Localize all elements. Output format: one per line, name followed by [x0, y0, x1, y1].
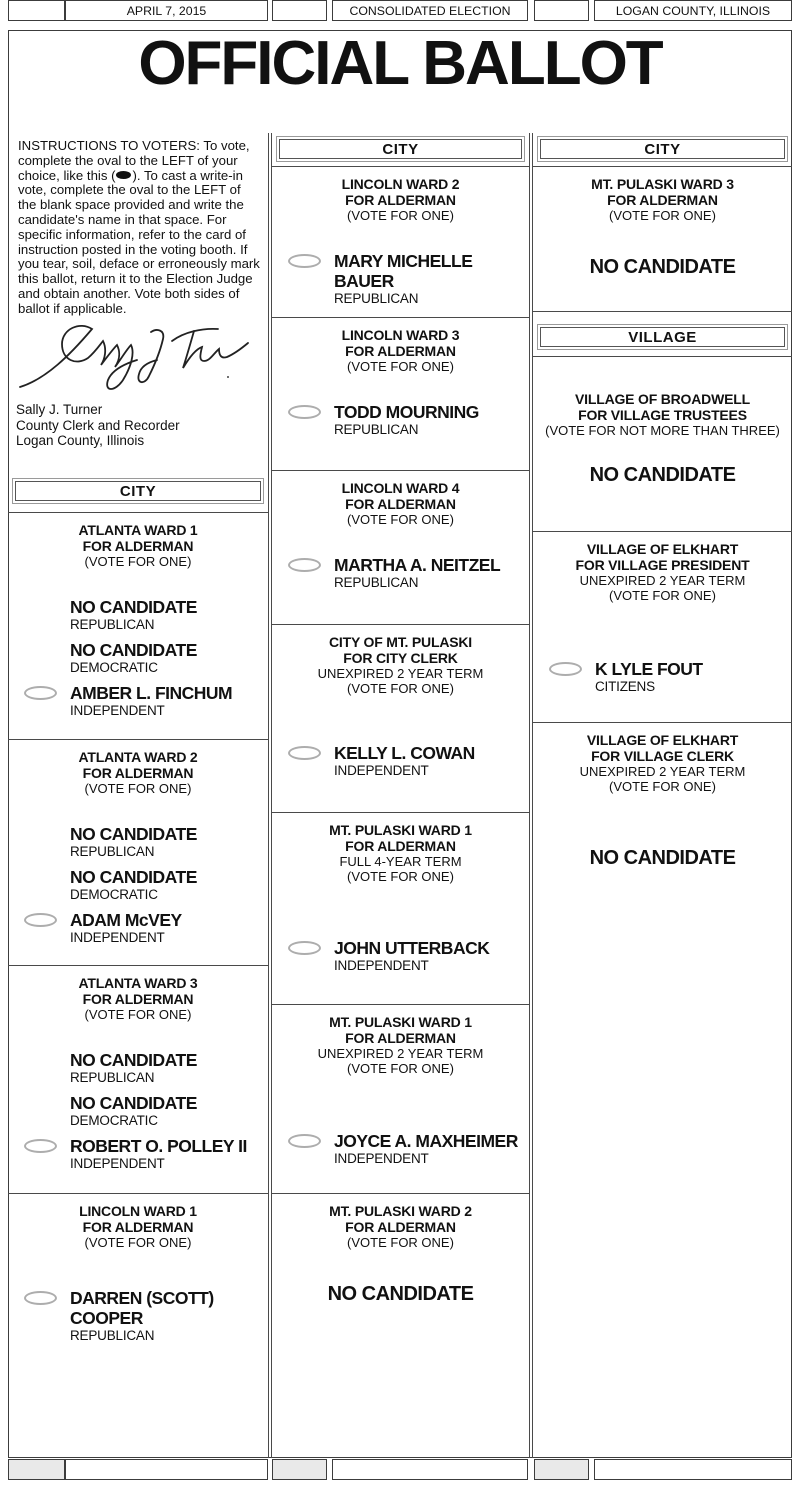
header-stub-box [8, 0, 65, 21]
race-title-line: ATLANTA WARD 3 [78, 975, 198, 991]
race-title-line: LINCOLN WARD 3 [341, 327, 460, 343]
race-entries [272, 1283, 529, 1306]
group-header-label: CITY [119, 482, 157, 500]
candidate-entry [533, 659, 792, 695]
candidate-name: MARTHA A. NEITZEL [334, 555, 501, 575]
candidate-party: REPUBLICAN [334, 291, 419, 306]
race-subtitle-line: UNEXPIRED 2 YEAR TERM [317, 1046, 484, 1061]
group-header-frame [540, 327, 785, 347]
race-header [8, 749, 268, 796]
candidate-name: NO CANDIDATE [70, 867, 197, 887]
candidate-party: DEMOCRATIC [70, 887, 158, 902]
vote-oval[interactable] [24, 913, 57, 927]
race-title-line: FOR VILLAGE TRUSTEES [578, 407, 747, 423]
header-stub-box [534, 0, 589, 21]
instructions-text-1: INSTRUCTIONS TO VOTERS: To vote, complete the oval to the LEFT of your choice, like this ( [18, 138, 250, 183]
candidate-entry [8, 1093, 268, 1129]
candidate-party: INDEPENDENT [334, 1151, 429, 1166]
race-title-line: VILLAGE OF ELKHART [586, 732, 739, 748]
race-header [533, 541, 792, 603]
vote-oval[interactable] [288, 405, 321, 419]
clerk-office: County Clerk and Recorder [16, 417, 180, 433]
race-subtitle-line: (VOTE FOR ONE) [347, 208, 454, 223]
clerk-location: Logan County, Illinois [16, 433, 145, 448]
race-title-line: ATLANTA WARD 1 [78, 522, 198, 538]
vote-oval[interactable] [288, 746, 321, 760]
candidate-name: AMBER L. FINCHUM [70, 683, 233, 703]
race-subtitle-line: (VOTE FOR ONE) [347, 681, 454, 696]
race-subtitle-line: (VOTE FOR ONE) [609, 779, 716, 794]
footer-stub-box [272, 1459, 327, 1480]
candidate-party: REPUBLICAN [70, 1070, 155, 1085]
race-entries [272, 743, 529, 779]
no-candidate-text: NO CANDIDATE [589, 256, 736, 278]
race-section [272, 624, 529, 812]
race-entries [533, 256, 792, 279]
race-section [272, 1193, 529, 1455]
race-header [533, 176, 792, 223]
race-header [8, 522, 268, 569]
vote-oval[interactable] [24, 1291, 57, 1305]
race-section [8, 965, 268, 1193]
ballot-date: APRIL 7, 2015 [126, 3, 207, 18]
race-section [533, 356, 792, 531]
race-header [272, 327, 529, 374]
race-subtitle-line: (VOTE FOR ONE) [347, 512, 454, 527]
race-title-line: FOR ALDERMAN [82, 765, 194, 781]
race-title-line: FOR ALDERMAN [345, 838, 456, 854]
race-title-line: FOR CITY CLERK [343, 650, 458, 666]
race-section [272, 317, 529, 470]
candidate-entry [272, 1131, 529, 1167]
column-left [8, 133, 269, 1458]
election-type-box [332, 0, 528, 21]
group-header-village [537, 324, 788, 350]
ballot-title: OFFICIAL BALLOT [138, 29, 662, 98]
race-entries [533, 659, 792, 695]
candidate-name: NO CANDIDATE [70, 1093, 197, 1113]
group-header-frame [15, 481, 261, 501]
race-title-line: FOR ALDERMAN [82, 991, 194, 1007]
candidate-entry [8, 867, 268, 903]
candidate-party: INDEPENDENT [70, 930, 165, 945]
header-stub-box [272, 0, 327, 21]
race-section [8, 739, 268, 965]
group-header-label: CITY [644, 140, 681, 158]
column-middle [271, 133, 530, 1458]
race-entries [8, 824, 268, 946]
candidate-entry [8, 640, 268, 676]
race-subtitle-line: (VOTE FOR ONE) [347, 869, 454, 884]
clerk-signature-image [16, 319, 254, 399]
candidate-entry [272, 402, 529, 438]
candidate-party: INDEPENDENT [70, 1156, 165, 1171]
race-entries [272, 938, 529, 974]
candidate-name: NO CANDIDATE [70, 597, 197, 617]
race-title-line: LINCOLN WARD 4 [341, 480, 460, 496]
race-entries [8, 1050, 268, 1172]
race-title-line: FOR ALDERMAN [345, 1219, 456, 1235]
candidate-party: INDEPENDENT [334, 763, 429, 778]
race-title-line: MT. PULASKI WARD 2 [329, 1203, 472, 1219]
candidate-name: MARY MICHELLE BAUER [334, 251, 473, 291]
race-title-line: CITY OF MT. PULASKI [329, 634, 472, 650]
candidate-entry [8, 597, 268, 633]
candidate-name: NO CANDIDATE [70, 1050, 197, 1070]
race-title-line: FOR ALDERMAN [345, 192, 456, 208]
candidate-entry [8, 824, 268, 860]
race-subtitle-line: (VOTE FOR NOT MORE THAN THREE) [545, 423, 780, 438]
group-header-city [276, 136, 525, 162]
candidate-name: KELLY L. COWAN [334, 743, 475, 763]
race-header [533, 732, 792, 794]
race-subtitle-line: FULL 4-YEAR TERM [339, 854, 462, 869]
race-header [272, 634, 529, 696]
race-section [8, 1193, 268, 1456]
vote-oval[interactable] [288, 254, 321, 268]
clerk-signature-block [16, 319, 264, 449]
race-title-line: FOR VILLAGE PRESIDENT [575, 557, 750, 573]
race-subtitle-line: (VOTE FOR ONE) [347, 359, 454, 374]
clerk-name: Sally J. Turner [16, 402, 103, 417]
race-section [533, 531, 792, 722]
race-section [272, 812, 529, 1004]
vote-oval[interactable] [288, 558, 321, 572]
footer-box [332, 1459, 528, 1480]
filled-oval-example-icon [116, 171, 131, 179]
race-title-line: MT. PULASKI WARD 1 [329, 1014, 472, 1030]
candidate-entry [272, 938, 529, 974]
candidate-party: INDEPENDENT [334, 958, 429, 973]
race-entries [533, 847, 792, 870]
candidate-party: CITIZENS [595, 679, 655, 694]
race-header [272, 1014, 529, 1076]
race-title-line: FOR ALDERMAN [345, 1030, 456, 1046]
vote-oval[interactable] [288, 1134, 321, 1148]
race-entries [272, 1131, 529, 1167]
candidate-entry [8, 1136, 268, 1172]
race-header [533, 391, 792, 438]
candidate-party: REPUBLICAN [70, 617, 155, 632]
race-entries [272, 555, 529, 591]
vote-oval[interactable] [549, 662, 582, 676]
instructions-text-2: ). To cast a write-in vote, complete the oval to the LEFT of the blank space provided and write the candidate's name in that space. For specific information, refer to the card of instruction posted in the voting booth. If you tear, soil, deface or erroneously mark this ballot, return it to the Election Judge and obtain another. Vote both sides of ballot if applicable. [18, 167, 260, 316]
race-title-line: FOR ALDERMAN [345, 496, 456, 512]
race-header [272, 176, 529, 223]
candidate-party: REPUBLICAN [70, 1328, 155, 1343]
race-subtitle-line: (VOTE FOR ONE) [609, 588, 716, 603]
candidate-party: INDEPENDENT [70, 703, 165, 718]
footer-stub-box [534, 1459, 589, 1480]
race-title-line: FOR ALDERMAN [82, 1219, 194, 1235]
race-title-line: FOR ALDERMAN [345, 343, 456, 359]
race-subtitle-line: (VOTE FOR ONE) [84, 781, 192, 796]
footer-box [65, 1459, 268, 1480]
race-entries [533, 464, 792, 487]
vote-oval[interactable] [288, 941, 321, 955]
group-header-frame [540, 139, 785, 159]
voter-instructions [18, 139, 260, 317]
candidate-entry [8, 1288, 268, 1344]
candidate-name: NO CANDIDATE [70, 824, 197, 844]
race-title-line: ATLANTA WARD 2 [78, 749, 198, 765]
race-section [272, 1004, 529, 1193]
race-section [533, 166, 792, 312]
candidate-party: REPUBLICAN [334, 422, 419, 437]
race-header [272, 480, 529, 527]
race-entries [8, 1288, 268, 1344]
candidate-party: DEMOCRATIC [70, 660, 158, 675]
group-header-frame [279, 139, 522, 159]
candidate-name: NO CANDIDATE [70, 640, 197, 660]
candidate-name: ROBERT O. POLLEY II [70, 1136, 247, 1156]
race-subtitle-line: (VOTE FOR ONE) [84, 1235, 192, 1250]
group-header-city [537, 136, 788, 162]
race-title-line: VILLAGE OF ELKHART [586, 541, 739, 557]
race-title-line: LINCOLN WARD 2 [341, 176, 460, 192]
race-section [272, 470, 529, 624]
group-header-city [12, 478, 264, 504]
right-column-races [533, 133, 792, 1458]
election-type: CONSOLIDATED ELECTION [349, 3, 511, 18]
column-right [532, 133, 792, 1458]
candidate-name: DARREN (SCOTT) COOPER [70, 1288, 214, 1328]
vote-oval[interactable] [24, 686, 57, 700]
candidate-name: TODD MOURNING [334, 402, 479, 422]
race-title-line: MT. PULASKI WARD 3 [591, 176, 734, 192]
candidate-name: JOYCE A. MAXHEIMER [334, 1131, 518, 1151]
race-header [8, 975, 268, 1022]
group-header-label: VILLAGE [628, 328, 697, 346]
no-candidate-text: NO CANDIDATE [589, 847, 736, 869]
candidate-party: DEMOCRATIC [70, 1113, 158, 1128]
candidate-entry [8, 683, 268, 719]
race-subtitle-line: (VOTE FOR ONE) [84, 1007, 192, 1022]
race-entries [272, 251, 529, 307]
candidate-party: REPUBLICAN [70, 844, 155, 859]
no-candidate-text: NO CANDIDATE [589, 464, 736, 486]
race-subtitle-line: UNEXPIRED 2 YEAR TERM [317, 666, 484, 681]
race-title-line: FOR ALDERMAN [82, 538, 194, 554]
candidate-entry [8, 1050, 268, 1086]
candidate-entry [272, 743, 529, 779]
race-header [272, 1203, 529, 1250]
candidate-name: JOHN UTTERBACK [334, 938, 490, 958]
no-candidate-text: NO CANDIDATE [327, 1283, 474, 1305]
footer-box [594, 1459, 792, 1480]
ballot-date-box [65, 0, 268, 21]
race-header [272, 822, 529, 884]
race-title-line: FOR VILLAGE CLERK [591, 748, 734, 764]
race-subtitle-line: (VOTE FOR ONE) [84, 554, 192, 569]
race-subtitle-line: UNEXPIRED 2 YEAR TERM [579, 573, 746, 588]
race-header [8, 1203, 268, 1250]
candidate-name: K LYLE FOUT [595, 659, 703, 679]
race-entries [272, 402, 529, 438]
candidate-party: REPUBLICAN [334, 575, 419, 590]
race-subtitle-line: (VOTE FOR ONE) [609, 208, 716, 223]
race-section [272, 166, 529, 317]
candidate-entry [272, 555, 529, 591]
race-title-line: FOR ALDERMAN [607, 192, 718, 208]
race-title-line: MT. PULASKI WARD 1 [329, 822, 472, 838]
race-subtitle-line: (VOTE FOR ONE) [347, 1235, 454, 1250]
county-box [594, 0, 792, 21]
county-name: LOGAN COUNTY, ILLINOIS [615, 3, 771, 18]
race-subtitle-line: (VOTE FOR ONE) [347, 1061, 454, 1076]
candidate-entry [272, 251, 529, 307]
race-entries [8, 597, 268, 719]
race-title-line: LINCOLN WARD 1 [79, 1203, 197, 1219]
group-header-label: CITY [382, 140, 419, 158]
candidate-entry [8, 910, 268, 946]
candidate-name: ADAM McVEY [70, 910, 182, 930]
left-column-races [8, 478, 268, 1458]
race-section [8, 512, 268, 739]
race-title-line: VILLAGE OF BROADWELL [575, 391, 750, 407]
race-section [533, 722, 792, 1448]
vote-oval[interactable] [24, 1139, 57, 1153]
race-subtitle-line: UNEXPIRED 2 YEAR TERM [579, 764, 746, 779]
middle-column-races [272, 133, 529, 1458]
footer-stub-box [8, 1459, 65, 1480]
